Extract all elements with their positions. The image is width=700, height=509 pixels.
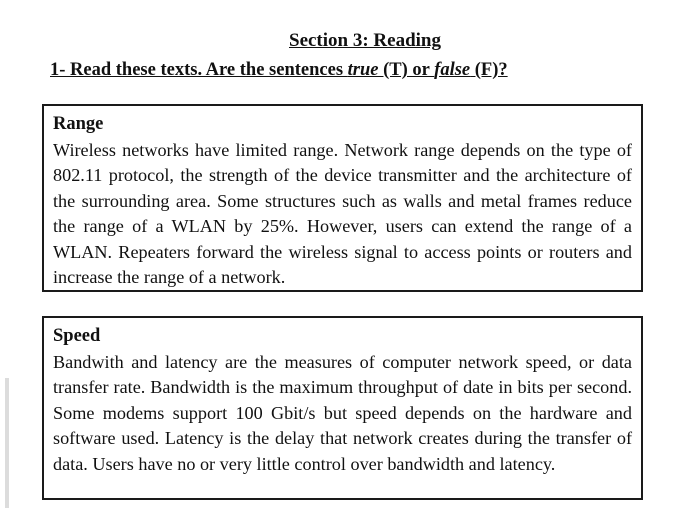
instruction-line bbox=[50, 60, 508, 81]
speed-text-box bbox=[42, 316, 643, 500]
range-heading: Range bbox=[53, 114, 104, 134]
speed-paragraph: Bandwith and latency are the measures of computer network speed, or data transfer rate. Bandwidth is the maximum throughput of date in bits per second. Some modems support 100 Gbit/s but speed depends on the hardware and software used. Latency is the delay that network creates during the transfer of data. Users have no or very little control over bandwidth and latency. bbox=[53, 351, 632, 474]
instruction-true-word: true bbox=[347, 60, 379, 80]
speed-heading: Speed bbox=[53, 326, 101, 346]
range-text-box bbox=[42, 104, 643, 292]
section-title: Section 3: Reading bbox=[289, 30, 441, 51]
instruction-suffix: (F)? bbox=[470, 60, 508, 80]
range-paragraph: Wireless networks have limited range. Network range depends on the type of 802.11 protocol, the strength of the device transmitter and the architecture of the surrounding area. Some structures such as walls and metal frames reduce the range of a WLAN by 25%. However, users can extend the range of a WLAN. Repeaters forward the wireless signal to access points or routers and increase the range of a network. bbox=[53, 139, 632, 287]
instruction-middle: (T) or bbox=[378, 60, 435, 80]
instruction-prefix: 1- Read these texts. Are the sentences bbox=[50, 60, 348, 80]
page-edge-divider bbox=[5, 378, 9, 508]
instruction-false-word: false bbox=[434, 60, 471, 80]
